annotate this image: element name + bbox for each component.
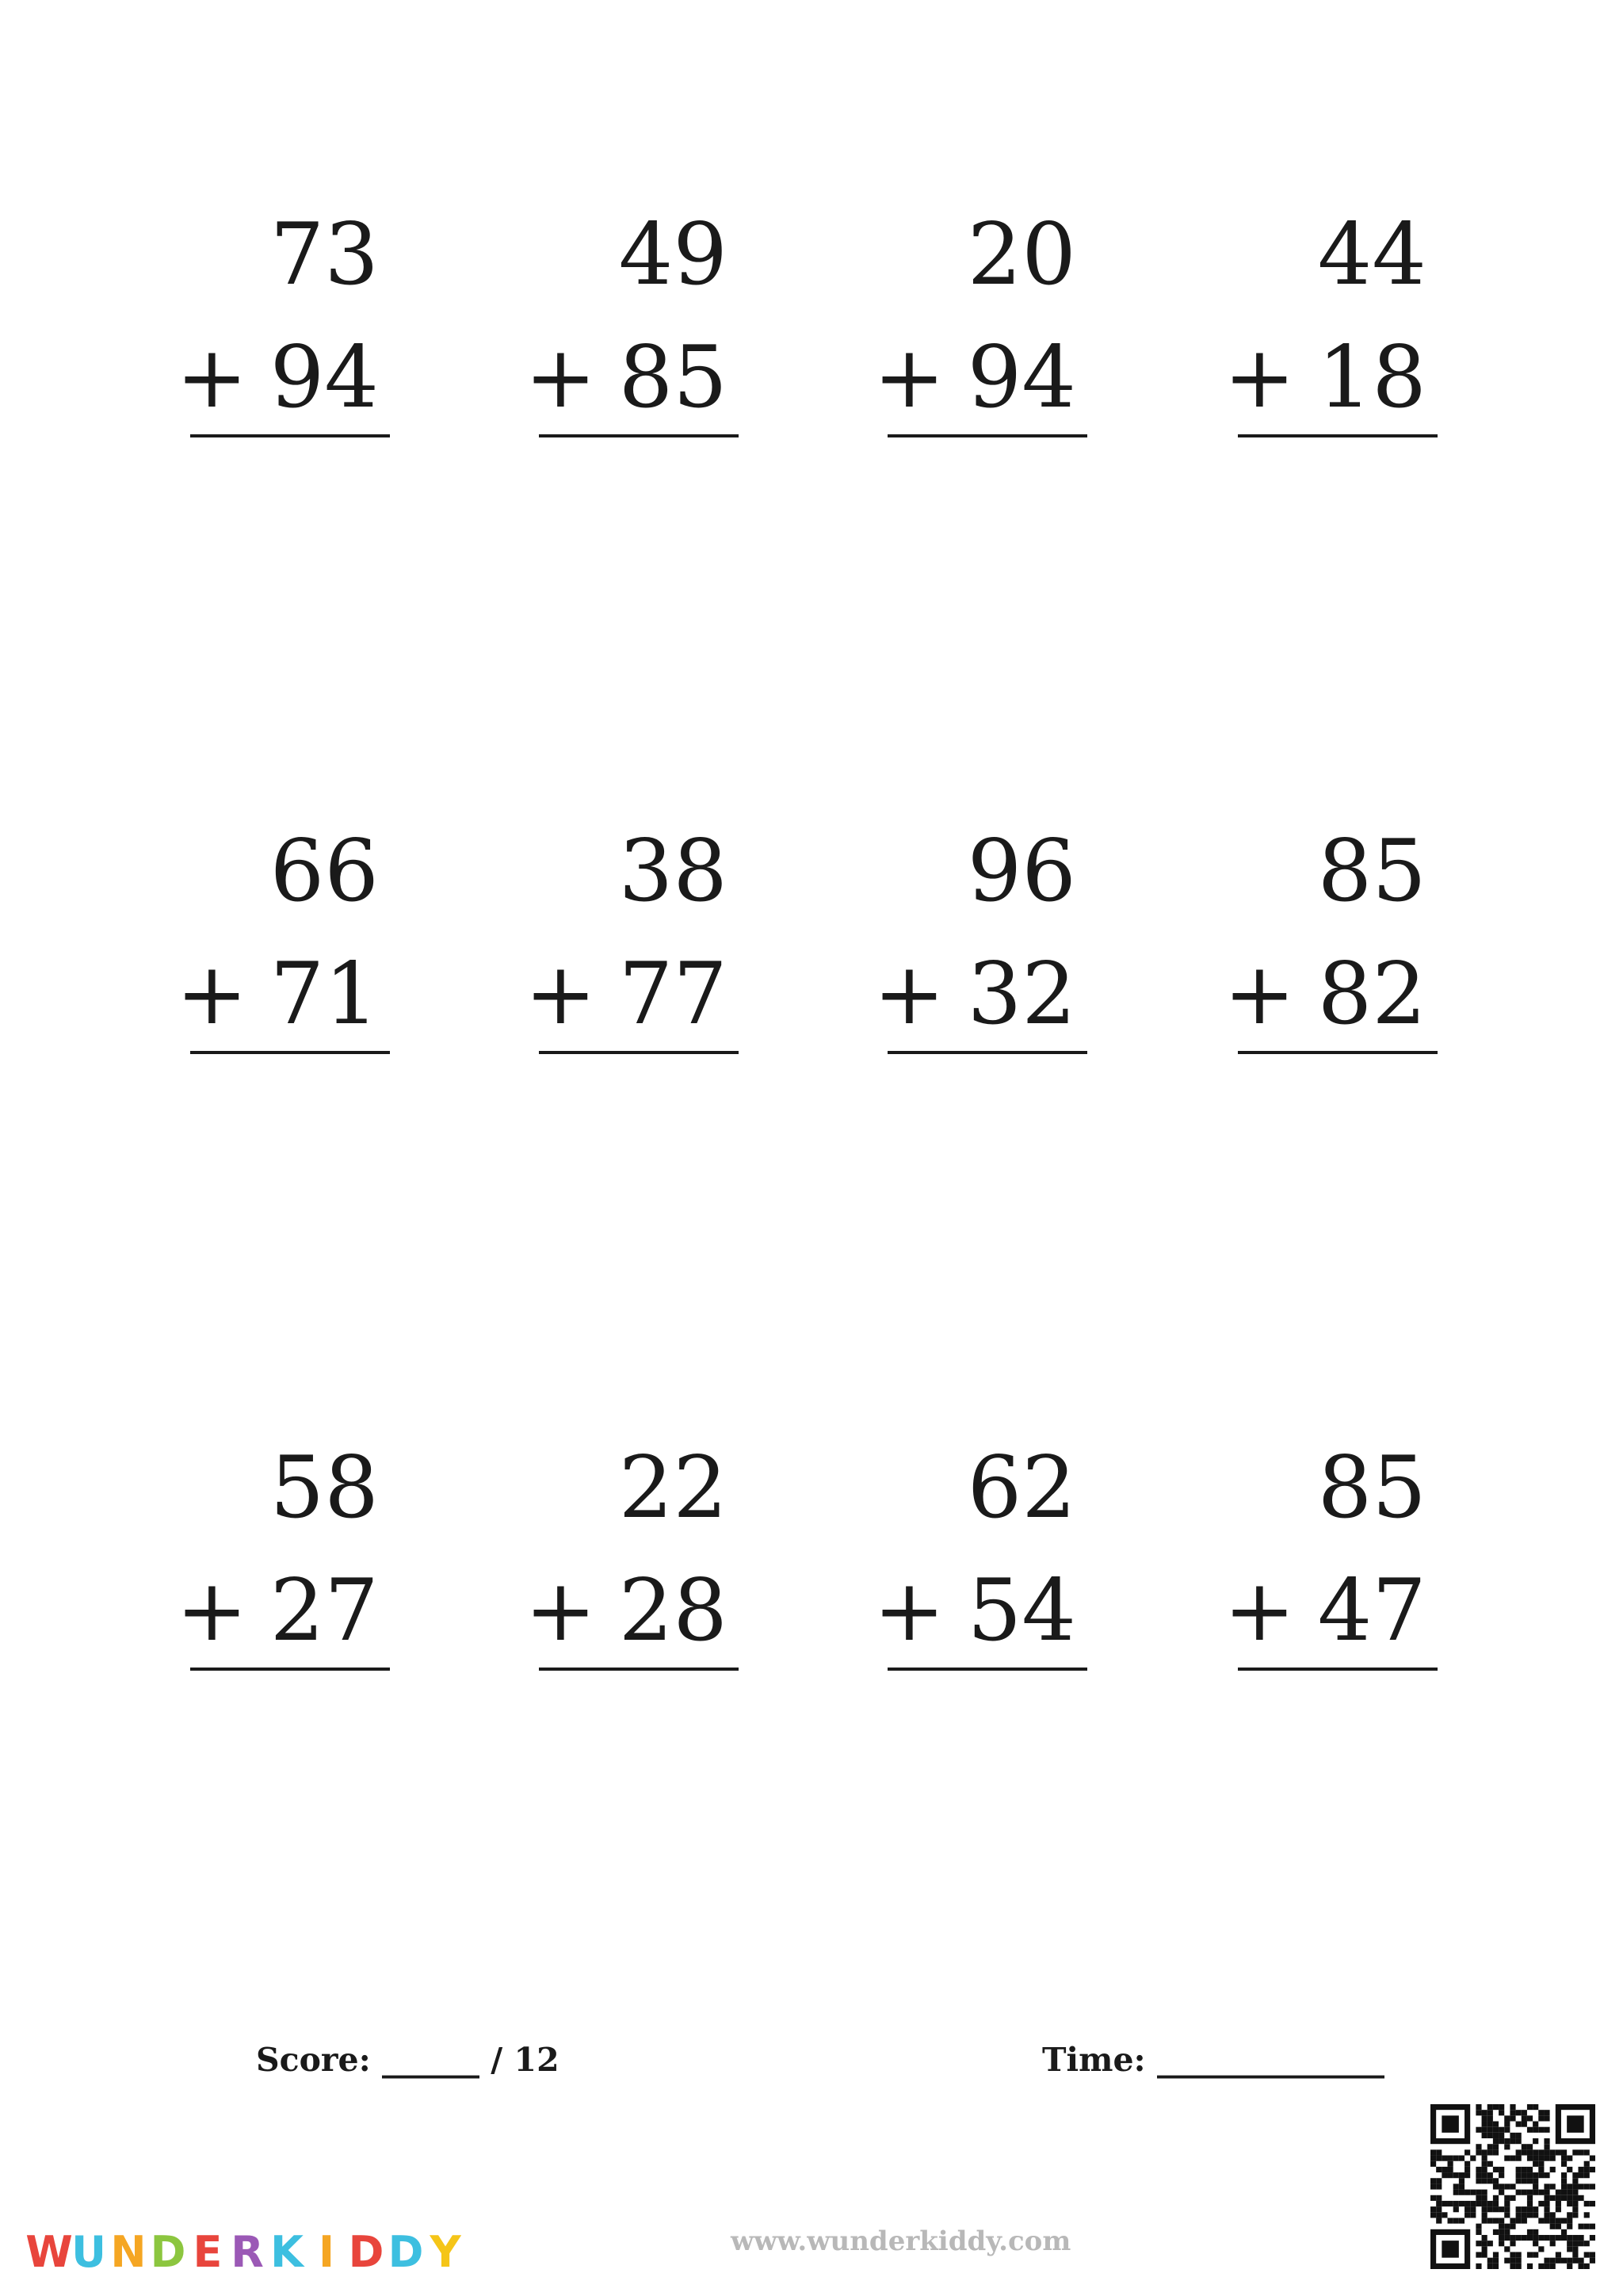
addition-problem [176, 822, 390, 1044]
addition-problem [525, 822, 739, 1044]
logo-letter: U [71, 2227, 106, 2277]
answer-line [190, 1668, 390, 1671]
addend-bottom-row [176, 947, 379, 1042]
addend-bottom: 28 [618, 1561, 727, 1660]
answer-line [1238, 434, 1438, 437]
answer-line [539, 434, 739, 437]
score-label: Score: ______ / 12 [256, 2041, 559, 2079]
plus-operator: + [525, 328, 597, 427]
addend-bottom-row [176, 1561, 379, 1660]
addend-bottom-row [525, 330, 727, 426]
addend-bottom-row [525, 947, 727, 1042]
addend-top: 38 [618, 822, 727, 921]
addition-problem [176, 1438, 390, 1660]
answer-line [539, 1051, 739, 1054]
addend-top: 73 [269, 205, 379, 304]
addend-bottom: 85 [618, 328, 727, 427]
plus-operator: + [1224, 945, 1296, 1044]
addend-bottom: 82 [1317, 945, 1426, 1044]
answer-line [190, 434, 390, 437]
logo-letter: D [348, 2227, 384, 2277]
addition-problem [1224, 1438, 1438, 1660]
plus-operator: + [525, 945, 597, 1044]
addend-bottom: 94 [269, 328, 379, 427]
answer-line [1238, 1668, 1438, 1671]
addition-problem [176, 205, 390, 427]
addition-problem [525, 1438, 739, 1660]
plus-operator: + [1224, 1561, 1296, 1660]
addend-bottom-row [873, 330, 1076, 426]
answer-line [888, 1668, 1087, 1671]
addend-top: 66 [269, 822, 379, 921]
addend-top: 96 [967, 822, 1076, 921]
addition-problem [1224, 205, 1438, 427]
answer-line [539, 1668, 739, 1671]
addition-problem [873, 1438, 1087, 1660]
logo-letter: D [388, 2227, 424, 2277]
addend-bottom-row [176, 330, 379, 426]
addend-top: 58 [269, 1438, 379, 1538]
plus-operator: + [176, 945, 248, 1044]
addend-top: 85 [1317, 1438, 1426, 1538]
answer-line [888, 1051, 1087, 1054]
plus-operator: + [1224, 328, 1296, 427]
logo-letter: I [318, 2227, 335, 2277]
time-label: Time: ______________ [1042, 2041, 1384, 2079]
addend-top: 62 [967, 1438, 1076, 1538]
addend-top: 49 [618, 205, 727, 304]
addition-problem [873, 822, 1087, 1044]
addend-bottom-row [1224, 330, 1426, 426]
logo-letter: D [150, 2227, 186, 2277]
plus-operator: + [176, 1561, 248, 1660]
addend-bottom: 54 [967, 1561, 1076, 1660]
addend-bottom-row [525, 1561, 727, 1660]
addend-bottom: 32 [967, 945, 1076, 1044]
addend-bottom-row [1224, 947, 1426, 1042]
answer-line [1238, 1051, 1438, 1054]
plus-operator: + [525, 1561, 597, 1660]
addend-bottom-row [873, 1561, 1076, 1660]
addend-top: 20 [967, 205, 1076, 304]
logo-letter: E [193, 2227, 223, 2277]
addend-top: 22 [618, 1438, 727, 1538]
addend-bottom: 27 [269, 1561, 379, 1660]
wunderkiddy-logo [25, 2227, 475, 2277]
plus-operator: + [873, 1561, 945, 1660]
addition-problem [525, 205, 739, 427]
logo-letter: R [231, 2227, 264, 2277]
addend-bottom: 47 [1317, 1561, 1426, 1660]
answer-line [888, 434, 1087, 437]
answer-line [190, 1051, 390, 1054]
qr-code-icon [1430, 2104, 1595, 2269]
addend-bottom: 18 [1317, 328, 1426, 427]
addend-top: 44 [1317, 205, 1426, 304]
website-url: www.wunderkiddy.com [731, 2225, 1071, 2257]
plus-operator: + [176, 328, 248, 427]
addend-top: 85 [1317, 822, 1426, 921]
addend-bottom: 94 [967, 328, 1076, 427]
logo-letter: W [25, 2227, 73, 2277]
logo-letter: Y [430, 2227, 461, 2277]
addend-bottom: 71 [269, 945, 379, 1044]
logo-letter: K [270, 2227, 304, 2277]
addend-bottom-row [1224, 1561, 1426, 1660]
logo-letter: N [110, 2227, 147, 2277]
addition-problem [1224, 822, 1438, 1044]
addend-bottom: 77 [618, 945, 727, 1044]
plus-operator: + [873, 328, 945, 427]
addend-bottom-row [873, 947, 1076, 1042]
addition-problem [873, 205, 1087, 427]
plus-operator: + [873, 945, 945, 1044]
